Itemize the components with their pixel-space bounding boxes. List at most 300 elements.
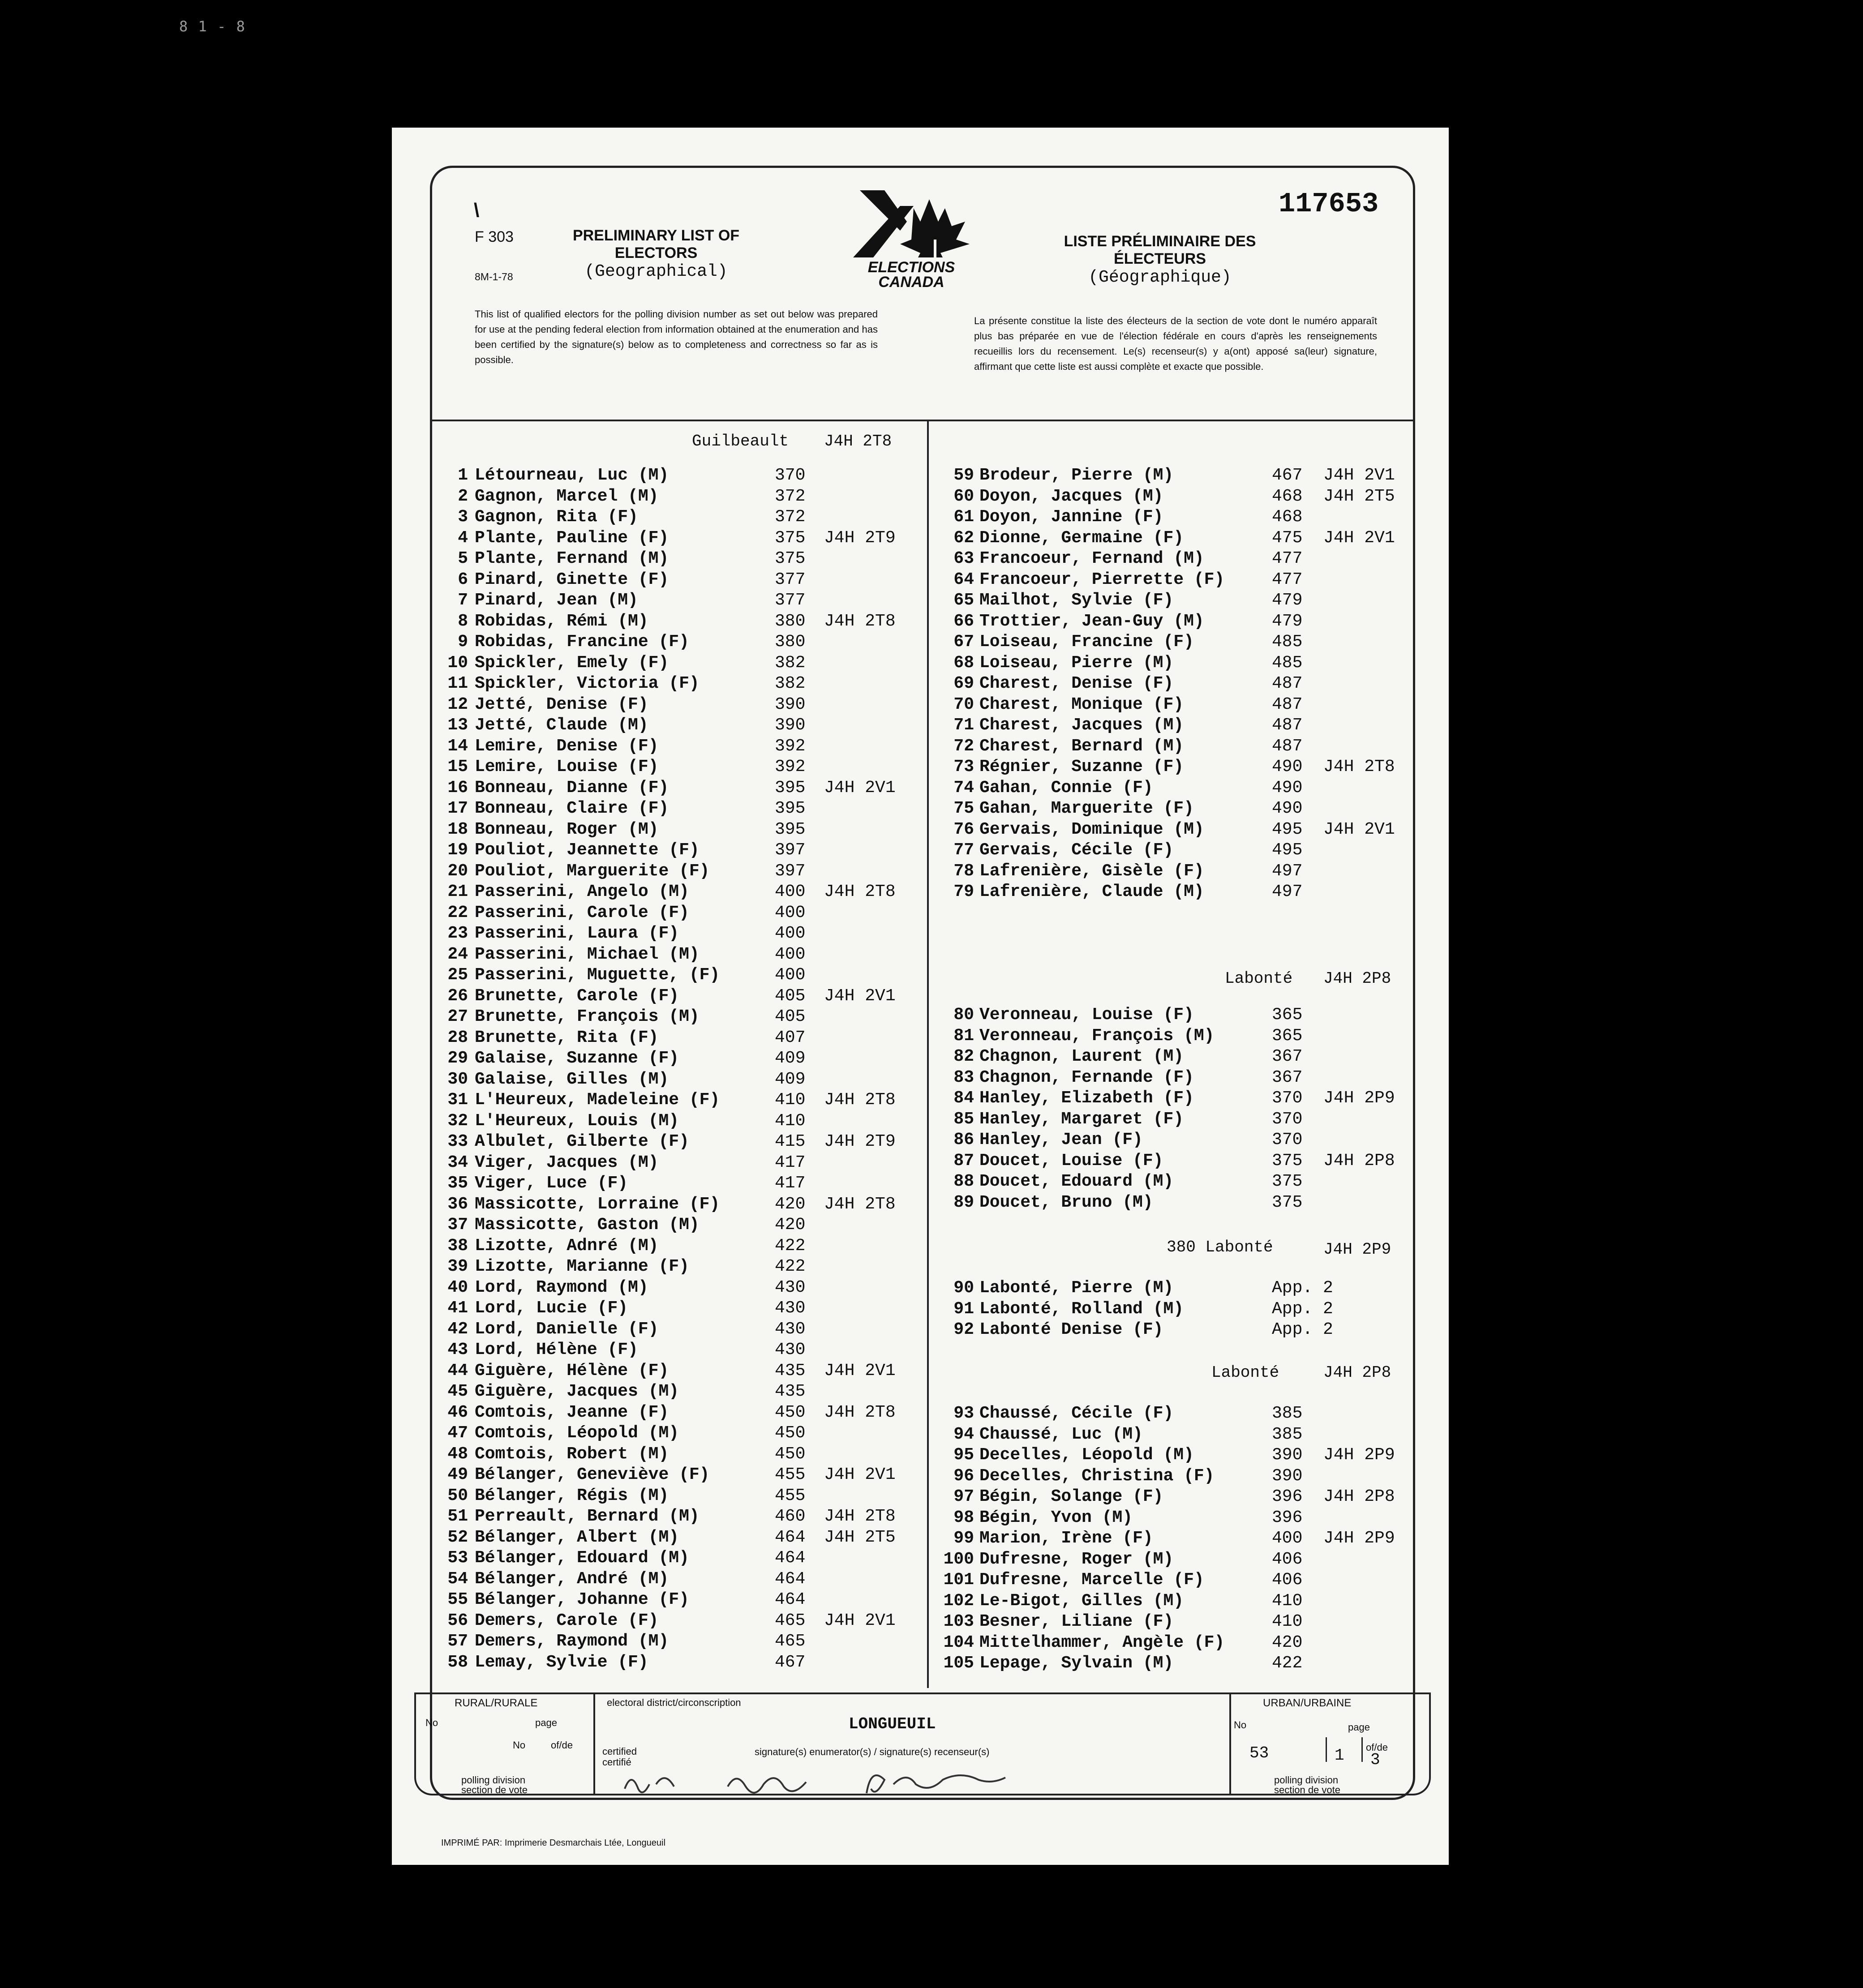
elector-name: Passerini, Angelo (M): [475, 882, 689, 901]
footer-divider-right: [1229, 1692, 1231, 1795]
elector-address: 422: [1272, 1654, 1303, 1673]
street-header-postal: J4H 2T8: [824, 432, 892, 450]
elector-address: 400: [775, 903, 806, 922]
elector-address: 487: [1272, 716, 1303, 735]
title-en-line2: ELECTORS: [614, 244, 698, 261]
elector-name: Bonneau, Roger (M): [475, 819, 659, 839]
elector-address: 485: [1272, 632, 1303, 651]
elector-number: 18: [447, 819, 468, 839]
elector-address: 460: [775, 1507, 806, 1526]
elector-address: 435: [775, 1361, 806, 1380]
elector-address: 370: [1272, 1130, 1303, 1149]
elector-address: 365: [1272, 1026, 1303, 1045]
elector-name: Galaise, Gilles (M): [475, 1069, 669, 1089]
elector-name: Chagnon, Laurent (M): [979, 1047, 1184, 1066]
elector-address: 396: [1272, 1508, 1303, 1527]
film-frame-marker: 8 1 - 8: [179, 18, 246, 35]
elector-address: 405: [775, 986, 806, 1006]
elector-number: 49: [447, 1465, 468, 1484]
elector-name: Labonté, Rolland (M): [979, 1299, 1184, 1319]
elector-number: 94: [953, 1424, 974, 1444]
title-fr-line1: LISTE PRÉLIMINAIRE DES: [1064, 233, 1256, 250]
elector-name: Brunette, François (M): [475, 1007, 700, 1026]
elector-address: 465: [775, 1611, 806, 1630]
elector-number: 10: [447, 653, 468, 673]
elector-address: 390: [775, 716, 806, 735]
elector-name: Passerini, Carole (F): [475, 903, 689, 922]
elector-name: Robidas, Rémi (M): [475, 611, 648, 631]
elector-name: Plante, Pauline (F): [475, 528, 669, 548]
elector-address: 395: [775, 778, 806, 797]
elector-number: 62: [953, 528, 974, 548]
elector-number: 95: [953, 1445, 974, 1465]
elector-address: 467: [1272, 466, 1303, 485]
title-fr-line3: (Géographique): [1088, 268, 1232, 287]
elector-number: 29: [447, 1049, 468, 1068]
elector-address: 410: [1272, 1612, 1303, 1631]
elector-address: 464: [775, 1569, 806, 1589]
elector-number: 82: [953, 1047, 974, 1066]
elector-name: Charest, Denise (F): [979, 674, 1174, 693]
elector-number: 86: [953, 1130, 974, 1149]
elector-address: 422: [775, 1236, 806, 1255]
elector-name: Pouliot, Jeannette (F): [475, 840, 700, 860]
logo-text-canada: CANADA: [878, 274, 944, 291]
elector-postal-code: J4H 2T9: [824, 528, 896, 548]
elector-postal-code: J4H 2P8: [1323, 1487, 1395, 1506]
elector-name: Mailhot, Sylvie (F): [979, 591, 1174, 610]
elector-name: Régnier, Suzanne (F): [979, 757, 1184, 776]
elector-address: 409: [775, 1049, 806, 1068]
elector-name: Brunette, Carole (F): [475, 986, 679, 1006]
footer-divider-left: [593, 1692, 595, 1795]
elector-address: 392: [775, 757, 806, 776]
elector-address: 407: [775, 1028, 806, 1047]
elector-name: Lord, Hélène (F): [475, 1340, 638, 1359]
elector-number: 64: [953, 570, 974, 589]
elector-name: Plante, Fernand (M): [475, 549, 669, 568]
elector-number: 89: [953, 1192, 974, 1212]
elector-number: 51: [447, 1507, 468, 1526]
elector-number: 48: [447, 1444, 468, 1464]
elector-number: 92: [953, 1320, 974, 1339]
elector-name: Létourneau, Luc (M): [475, 466, 669, 485]
elector-postal-code: J4H 2T8: [824, 1194, 896, 1214]
elector-postal-code: J4H 2V1: [824, 1611, 896, 1630]
elector-address: 475: [1272, 528, 1303, 548]
elector-address: App. 2: [1272, 1278, 1333, 1298]
elector-name: Decelles, Christina (F): [979, 1466, 1215, 1486]
elector-name: Mittelhammer, Angèle (F): [979, 1632, 1225, 1652]
urban-polling-division-label: [1274, 1775, 1340, 1795]
title-en-line1: PRELIMINARY LIST OF: [572, 227, 740, 244]
urban-page-number: 1: [1335, 1746, 1344, 1765]
form-code: 8M-1-78: [475, 271, 513, 283]
elector-name: Robidas, Francine (F): [475, 632, 689, 651]
urban-page-label: page: [1348, 1722, 1370, 1733]
elector-name: Hanley, Margaret (F): [979, 1109, 1184, 1129]
elector-name: Passerini, Laura (F): [475, 924, 679, 943]
printer-credit: IMPRIMÉ PAR: Imprimerie Desmarchais Ltée, Longueuil: [441, 1838, 665, 1848]
elector-postal-code: J4H 2T8: [1323, 757, 1395, 776]
elector-name: Loiseau, Francine (F): [979, 632, 1194, 651]
elector-address: 375: [1272, 1192, 1303, 1212]
elector-name: Labonté, Pierre (M): [979, 1278, 1174, 1298]
elector-number: 24: [447, 944, 468, 964]
elector-name: Hanley, Jean (F): [979, 1130, 1143, 1149]
elector-address: 409: [775, 1069, 806, 1089]
elector-number: 74: [953, 778, 974, 797]
elector-address: 397: [775, 840, 806, 860]
certified-line1: certified: [602, 1746, 637, 1757]
elector-number: 25: [447, 965, 468, 985]
elector-address: 464: [775, 1527, 806, 1547]
elector-number: 69: [953, 674, 974, 693]
elector-number: 56: [447, 1611, 468, 1630]
elector-number: 98: [953, 1508, 974, 1527]
elector-number: 58: [447, 1652, 468, 1672]
elector-address: 417: [775, 1153, 806, 1172]
elector-name: Viger, Jacques (M): [475, 1153, 659, 1172]
elector-address: 487: [1272, 694, 1303, 714]
elector-number: 15: [447, 757, 468, 776]
elector-number: 55: [447, 1590, 468, 1609]
urban-polling-number: 53: [1249, 1744, 1269, 1762]
elector-name: Comtois, Jeanne (F): [475, 1402, 669, 1422]
elector-name: Doucet, Louise (F): [979, 1151, 1163, 1170]
elector-name: Galaise, Suzanne (F): [475, 1049, 679, 1068]
elector-name: Demers, Raymond (M): [475, 1632, 669, 1651]
elector-name: Chaussé, Cécile (F): [979, 1404, 1174, 1423]
elector-name: Lemire, Louise (F): [475, 757, 659, 776]
elector-number: 4: [458, 528, 468, 548]
elector-postal-code: J4H 2P8: [1323, 1151, 1395, 1170]
elector-name: L'Heureux, Louis (M): [475, 1111, 679, 1131]
elector-name: Le-Bigot, Gilles (M): [979, 1591, 1184, 1611]
elector-number: 60: [953, 486, 974, 506]
urban-box-left: [1326, 1737, 1327, 1762]
urban-polling-line1: polling division: [1274, 1774, 1339, 1786]
elector-number: 38: [447, 1236, 468, 1255]
urban-box-right: [1361, 1737, 1363, 1762]
elector-address: 422: [775, 1257, 806, 1276]
elector-number: 105: [943, 1654, 974, 1673]
elector-name: L'Heureux, Madeleine (F): [475, 1090, 720, 1110]
elector-number: 79: [953, 882, 974, 901]
elector-address: 450: [775, 1423, 806, 1443]
rural-of-label: of/de: [551, 1740, 573, 1751]
elector-number: 26: [447, 986, 468, 1006]
elector-address: 450: [775, 1444, 806, 1464]
urban-label: URBAN/URBAINE: [1263, 1697, 1352, 1709]
elector-number: 80: [953, 1005, 974, 1024]
elector-address: 382: [775, 653, 806, 673]
elector-address: 450: [775, 1402, 806, 1422]
elector-postal-code: J4H 2V1: [824, 1361, 896, 1380]
elector-address: 430: [775, 1298, 806, 1318]
elector-name: Gagnon, Rita (F): [475, 507, 638, 527]
elector-name: Brodeur, Pierre (M): [979, 466, 1174, 485]
elector-postal-code: J4H 2V1: [1323, 466, 1395, 485]
elector-address: 406: [1272, 1570, 1303, 1590]
elector-name: Bélanger, André (M): [475, 1569, 669, 1589]
elector-number: 97: [953, 1487, 974, 1506]
elector-number: 42: [447, 1319, 468, 1339]
elector-postal-code: J4H 2V1: [1323, 528, 1395, 548]
district-label: electoral district/circonscription: [607, 1697, 741, 1708]
elector-number: 85: [953, 1109, 974, 1129]
rural-polling-line2: section de vote: [461, 1784, 528, 1795]
elector-list-sheet: [392, 128, 1449, 1865]
elector-address: 497: [1272, 882, 1303, 901]
elector-number: 90: [953, 1278, 974, 1298]
section-header-postal-2: J4H 2P9: [1323, 1240, 1391, 1259]
elector-name: Lafrenière, Claude (M): [979, 882, 1204, 901]
section-header-labonte-1: Labonté: [1225, 969, 1293, 988]
elector-address: 380: [775, 611, 806, 631]
elector-number: 41: [447, 1298, 468, 1318]
elector-name: Giguère, Jacques (M): [475, 1382, 679, 1401]
elector-number: 46: [447, 1402, 468, 1422]
elector-number: 68: [953, 653, 974, 673]
elector-number: 93: [953, 1404, 974, 1423]
elector-address: 490: [1272, 757, 1303, 776]
elector-name: Besner, Liliane (F): [979, 1612, 1174, 1631]
elector-address: 375: [775, 528, 806, 548]
elector-name: Francoeur, Pierrette (F): [979, 570, 1225, 589]
elector-address: 430: [775, 1277, 806, 1297]
district-value: LONGUEUIL: [849, 1715, 936, 1733]
elector-address: 410: [775, 1111, 806, 1131]
urban-no-label: No: [1234, 1719, 1247, 1731]
elector-number: 57: [447, 1632, 468, 1651]
elector-address: 497: [1272, 861, 1303, 881]
title-en-line3: (Geographical): [584, 262, 728, 281]
elector-name: Bélanger, Edouard (M): [475, 1548, 689, 1568]
elector-name: Bégin, Solange (F): [979, 1487, 1163, 1506]
elections-canada-logo: [851, 190, 972, 298]
elector-number: 3: [458, 507, 468, 527]
elector-address: 430: [775, 1340, 806, 1359]
elector-name: Veronneau, Louise (F): [979, 1005, 1194, 1024]
title-fr-line2: ÉLECTEURS: [1114, 250, 1206, 267]
elector-name: Chagnon, Fernande (F): [979, 1067, 1194, 1087]
logo-x-maple-icon: [851, 190, 972, 257]
elector-name: Pinard, Jean (M): [475, 591, 638, 610]
elector-address: 400: [1272, 1529, 1303, 1548]
header-divider: [430, 420, 1415, 421]
elector-number: 11: [447, 674, 468, 693]
elector-address: 380: [775, 632, 806, 651]
elector-address: 370: [1272, 1109, 1303, 1129]
elector-address: 395: [775, 819, 806, 839]
elector-name: Bélanger, Geneviève (F): [475, 1465, 710, 1484]
elector-postal-code: J4H 2T8: [824, 882, 896, 901]
elector-address: 367: [1272, 1047, 1303, 1066]
elector-number: 40: [447, 1277, 468, 1297]
elector-address: 395: [775, 799, 806, 818]
elector-address: 495: [1272, 840, 1303, 860]
rural-no-label: No: [425, 1717, 438, 1728]
elector-number: 103: [943, 1612, 974, 1631]
elector-address: 468: [1272, 486, 1303, 506]
elector-name: Passerini, Muguette, (F): [475, 965, 720, 985]
elector-number: 13: [447, 716, 468, 735]
elector-address: 400: [775, 944, 806, 964]
elector-number: 101: [943, 1570, 974, 1590]
elector-number: 33: [447, 1132, 468, 1151]
elector-name: Jetté, Claude (M): [475, 716, 648, 735]
elector-name: Lord, Danielle (F): [475, 1319, 659, 1339]
rural-page-label: page: [535, 1717, 557, 1728]
elector-number: 72: [953, 736, 974, 756]
elector-number: 104: [943, 1632, 974, 1652]
elector-address: 487: [1272, 674, 1303, 693]
elector-number: 81: [953, 1026, 974, 1045]
elector-number: 19: [447, 840, 468, 860]
elector-name: Passerini, Michael (M): [475, 944, 700, 964]
elector-name: Lizotte, Adnré (M): [475, 1236, 659, 1255]
elector-name: Lafrenière, Gisèle (F): [979, 861, 1204, 881]
elector-address: 382: [775, 674, 806, 693]
elector-address: 485: [1272, 653, 1303, 673]
elector-number: 23: [447, 924, 468, 943]
elector-name: Veronneau, François (M): [979, 1026, 1215, 1045]
section-header-380-labonte: 380 Labonté: [1167, 1238, 1273, 1256]
elector-number: 67: [953, 632, 974, 651]
elector-name: Perreault, Bernard (M): [475, 1507, 700, 1526]
elector-address: 375: [775, 549, 806, 568]
elector-name: Gahan, Marguerite (F): [979, 799, 1194, 818]
check-mark: \: [474, 199, 480, 221]
elector-address: 397: [775, 861, 806, 881]
elector-address: 400: [775, 924, 806, 943]
elector-postal-code: J4H 2P9: [1323, 1088, 1395, 1108]
elector-number: 102: [943, 1591, 974, 1611]
elector-name: Gahan, Connie (F): [979, 778, 1153, 797]
elector-address: 410: [775, 1090, 806, 1110]
elector-number: 16: [447, 778, 468, 797]
elector-name: Bélanger, Régis (M): [475, 1486, 669, 1505]
elector-address: 490: [1272, 799, 1303, 818]
elector-address: 477: [1272, 570, 1303, 589]
elector-name: Bonneau, Dianne (F): [475, 778, 669, 797]
elector-name: Lizotte, Marianne (F): [475, 1257, 689, 1276]
elector-address: 377: [775, 591, 806, 610]
elector-name: Giguère, Hélène (F): [475, 1361, 669, 1380]
street-header-guilbeault: Guilbeault: [692, 432, 789, 450]
elector-address: 385: [1272, 1404, 1303, 1423]
elector-number: 75: [953, 799, 974, 818]
elector-number: 30: [447, 1069, 468, 1089]
elector-number: 61: [953, 507, 974, 527]
section-header-postal-1: J4H 2P8: [1323, 969, 1391, 988]
elector-address: 415: [775, 1132, 806, 1151]
elector-name: Doyon, Jacques (M): [979, 486, 1163, 506]
elector-name: Dionne, Germaine (F): [979, 528, 1184, 548]
elector-name: Massicotte, Lorraine (F): [475, 1194, 720, 1214]
elector-address: 417: [775, 1174, 806, 1193]
title-french: [1032, 233, 1288, 287]
elector-postal-code: J4H 2V1: [824, 1465, 896, 1484]
elector-number: 88: [953, 1172, 974, 1191]
elector-address: 406: [1272, 1549, 1303, 1569]
elector-address: 495: [1272, 819, 1303, 839]
elector-name: Francoeur, Fernand (M): [979, 549, 1204, 568]
elector-number: 8: [458, 611, 468, 631]
elector-address: 385: [1272, 1424, 1303, 1444]
elector-name: Lepage, Sylvain (M): [979, 1654, 1174, 1673]
elector-address: 400: [775, 965, 806, 985]
elector-postal-code: J4H 2V1: [1323, 819, 1395, 839]
elector-number: 65: [953, 591, 974, 610]
elector-address: 396: [1272, 1487, 1303, 1506]
elector-address: 377: [775, 570, 806, 589]
elector-name: Dufresne, Roger (M): [979, 1549, 1174, 1569]
elector-number: 20: [447, 861, 468, 881]
section-header-postal-3: J4H 2P8: [1323, 1363, 1391, 1382]
elector-postal-code: J4H 2T8: [824, 1090, 896, 1110]
elector-address: 390: [775, 694, 806, 714]
elector-name: Spickler, Emely (F): [475, 653, 669, 673]
elector-name: Gervais, Dominique (M): [979, 819, 1204, 839]
elector-name: Gagnon, Marcel (M): [475, 486, 659, 506]
elector-name: Bélanger, Albert (M): [475, 1527, 679, 1547]
elector-number: 73: [953, 757, 974, 776]
elector-name: Bélanger, Johanne (F): [475, 1590, 689, 1609]
elector-name: Pinard, Ginette (F): [475, 570, 669, 589]
elector-address: 455: [775, 1465, 806, 1484]
elector-number: 6: [458, 570, 468, 589]
urban-of-label: of/de: [1366, 1742, 1388, 1753]
elector-number: 36: [447, 1194, 468, 1214]
rural-polling-division-label: [461, 1775, 528, 1795]
elector-postal-code: J4H 2V1: [824, 986, 896, 1006]
elector-address: 400: [775, 882, 806, 901]
elector-name: Decelles, Léopold (M): [979, 1445, 1194, 1465]
elector-number: 50: [447, 1486, 468, 1505]
elector-name: Trottier, Jean-Guy (M): [979, 611, 1204, 631]
elector-postal-code: J4H 2T8: [824, 611, 896, 631]
elector-number: 54: [447, 1569, 468, 1589]
elector-name: Chaussé, Luc (M): [979, 1424, 1143, 1444]
rural-polling-line1: polling division: [461, 1774, 526, 1786]
elector-name: Comtois, Robert (M): [475, 1444, 669, 1464]
elector-name: Massicotte, Gaston (M): [475, 1215, 700, 1234]
rural-label: RURAL/RURALE: [455, 1697, 538, 1709]
elector-number: 76: [953, 819, 974, 839]
certified-line2: certifié: [602, 1757, 631, 1768]
elector-number: 22: [447, 903, 468, 922]
elector-name: Hanley, Elizabeth (F): [979, 1088, 1194, 1108]
elector-name: Charest, Bernard (M): [979, 736, 1184, 756]
serial-number: 117653: [1279, 188, 1379, 220]
elector-name: Viger, Luce (F): [475, 1174, 628, 1193]
elector-number: 31: [447, 1090, 468, 1110]
elector-name: Lord, Raymond (M): [475, 1277, 648, 1297]
elector-address: 455: [775, 1486, 806, 1505]
elector-number: 7: [458, 591, 468, 610]
elector-address: App. 2: [1272, 1299, 1333, 1319]
elector-postal-code: J4H 2V1: [824, 778, 896, 797]
elector-number: 32: [447, 1111, 468, 1131]
elector-number: 34: [447, 1153, 468, 1172]
elector-address: 375: [1272, 1151, 1303, 1170]
elector-name: Dufresne, Marcelle (F): [979, 1570, 1204, 1590]
elector-postal-code: J4H 2T8: [824, 1507, 896, 1526]
elector-address: 435: [775, 1382, 806, 1401]
elector-name: Bégin, Yvon (M): [979, 1508, 1133, 1527]
